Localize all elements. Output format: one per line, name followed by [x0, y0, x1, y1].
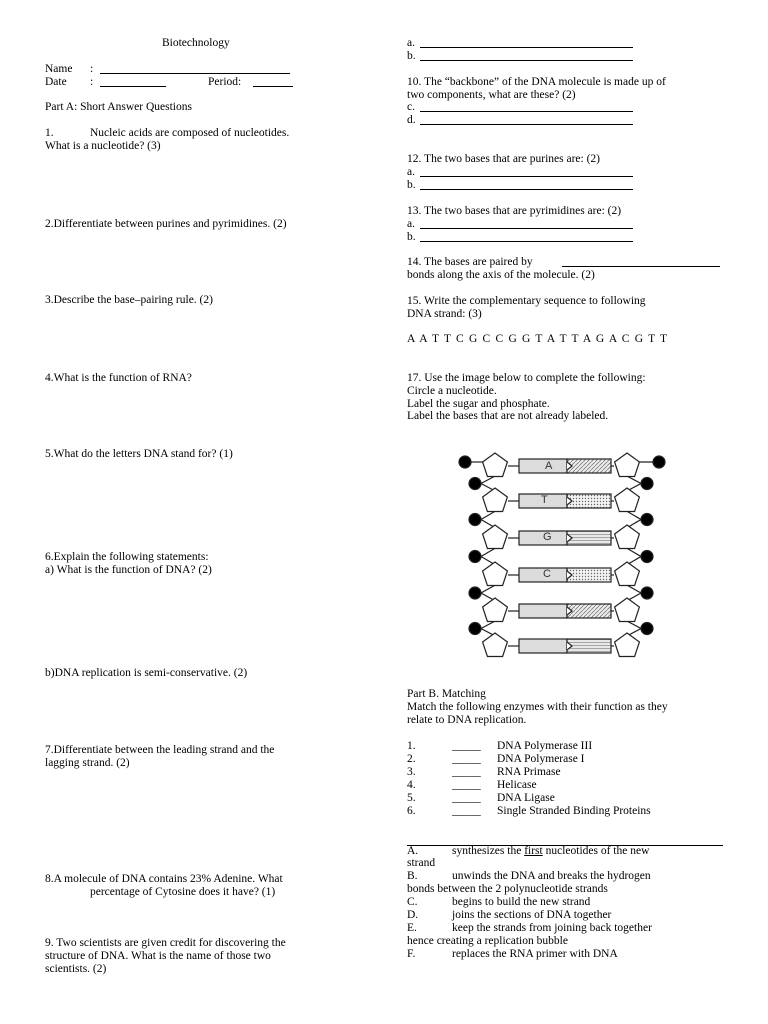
- matching-item-number: 1.: [407, 740, 416, 752]
- matching-item-answer-blank[interactable]: _____: [452, 792, 481, 804]
- answer-e-text: keep the strands from joining back together: [452, 922, 652, 934]
- q7-text-line2: lagging strand. (2): [45, 757, 130, 769]
- matching-item-number: 2.: [407, 753, 416, 765]
- part-b-intro: Match the following enzymes with their function as they: [407, 701, 668, 713]
- sugar-right: [615, 562, 640, 586]
- q9-text-line2: structure of DNA. What is the name of those two: [45, 950, 271, 962]
- matching-item-enzyme: Single Stranded Binding Proteins: [497, 805, 651, 817]
- phosphate-right: [641, 551, 653, 563]
- q6-text: 6.Explain the following statements:: [45, 551, 209, 563]
- phosphate-right: [641, 587, 653, 599]
- q10-option-d-letter: d.: [407, 114, 416, 126]
- answer-a-text: synthesizes the first nucleotides of the new: [452, 845, 650, 857]
- q10-text: 10. The “backbone” of the DNA molecule is made up of: [407, 76, 666, 88]
- q15-text: 15. Write the complementary sequence to following: [407, 295, 646, 307]
- matching-item-answer-blank[interactable]: _____: [452, 740, 481, 752]
- base-right: [567, 531, 611, 545]
- sugar-left: [483, 525, 508, 549]
- q12-answer-a[interactable]: [420, 166, 633, 177]
- base-left: [519, 604, 567, 618]
- name-colon: :: [90, 63, 94, 75]
- q1-number: 1.: [45, 127, 54, 139]
- matching-item-enzyme: DNA Polymerase I: [497, 753, 585, 765]
- q10-option-c-letter: c.: [407, 101, 415, 113]
- answer-e-letter: E.: [407, 922, 417, 934]
- name-field[interactable]: [100, 63, 290, 74]
- base-right: [567, 604, 611, 618]
- part-b-intro-line2: relate to DNA replication.: [407, 714, 527, 726]
- dna-sequence: A A T T C G C C G G T A T T A G A C G T T: [407, 333, 669, 345]
- sugar-left: [483, 453, 508, 477]
- base-label-c: C: [543, 568, 551, 580]
- matching-item-answer-blank[interactable]: _____: [452, 805, 481, 817]
- page-title: Biotechnology: [162, 37, 230, 49]
- sugar-right: [615, 453, 640, 477]
- answer-c-letter: C.: [407, 896, 418, 908]
- sugar-left: [483, 598, 508, 622]
- matching-item-enzyme: RNA Primase: [497, 766, 561, 778]
- base-right: [567, 568, 611, 582]
- q10-answer-d[interactable]: [420, 114, 633, 125]
- sugar-left: [483, 488, 508, 512]
- answer-d-letter: D.: [407, 909, 419, 921]
- matching-item-number: 6.: [407, 805, 416, 817]
- dna-ladder-diagram: [455, 434, 675, 664]
- q12-answer-b[interactable]: [420, 179, 633, 190]
- phosphate-right: [641, 478, 653, 490]
- base-left: [519, 459, 567, 473]
- q13-option-a-letter: a.: [407, 218, 415, 230]
- q5-text: 5.What do the letters DNA stand for? (1): [45, 448, 233, 460]
- sugar-left: [483, 562, 508, 586]
- part-b-heading: Part B. Matching: [407, 688, 486, 700]
- phosphate-left: [469, 478, 481, 490]
- q17-instruction-circle: Circle a nucleotide.: [407, 385, 497, 397]
- q6b-text: b)DNA replication is semi-conservative. (2): [45, 667, 248, 679]
- q14-text: 14. The bases are paired by: [407, 256, 533, 268]
- sugar-right: [615, 488, 640, 512]
- period-field[interactable]: [253, 76, 293, 87]
- base-left: [519, 639, 567, 653]
- date-colon: :: [90, 76, 94, 88]
- answer-a-letter: A.: [407, 845, 419, 857]
- matching-item-enzyme: Helicase: [497, 779, 537, 791]
- part-a-heading: Part A: Short Answer Questions: [45, 101, 192, 113]
- q14-text-line2: bonds along the axis of the molecule. (2): [407, 269, 595, 281]
- q12-text: 12. The two bases that are purines are: (2): [407, 153, 600, 165]
- base-label-t: T: [541, 494, 548, 506]
- q13-answer-b[interactable]: [420, 231, 633, 242]
- base-label-a: A: [545, 460, 553, 472]
- answer-a-text-line2: strand: [407, 857, 436, 869]
- matching-item-enzyme: DNA Ligase: [497, 792, 555, 804]
- q17-text: 17. Use the image below to complete the following:: [407, 372, 646, 384]
- q1-text: Nucleic acids are composed of nucleotides.: [90, 127, 290, 139]
- answer-c-text: begins to build the new strand: [452, 896, 591, 908]
- matching-item-answer-blank[interactable]: _____: [452, 753, 481, 765]
- date-label: Date: [45, 76, 67, 88]
- phosphate-left: [469, 551, 481, 563]
- q17-instruction-label-bases: Label the bases that are not already labeled.: [407, 410, 609, 422]
- q9-text: 9. Two scientists are given credit for discovering the: [45, 937, 286, 949]
- sugar-left: [483, 633, 508, 657]
- base-right: [567, 494, 611, 508]
- phosphate-right: [653, 456, 665, 468]
- q6a-text: a) What is the function of DNA? (2): [45, 564, 212, 576]
- q15-text-line2: DNA strand: (3): [407, 308, 482, 320]
- date-field[interactable]: [100, 76, 166, 87]
- q7-text: 7.Differentiate between the leading strand and the: [45, 744, 275, 756]
- sugar-right: [615, 525, 640, 549]
- matching-item-number: 3.: [407, 766, 416, 778]
- matching-item-number: 4.: [407, 779, 416, 791]
- q10-answer-c[interactable]: [420, 101, 633, 112]
- matching-item-answer-blank[interactable]: _____: [452, 779, 481, 791]
- q13-text: 13. The two bases that are pyrimidines are: (2): [407, 205, 622, 217]
- q8-text-line2: percentage of Cytosine does it have? (1): [90, 886, 276, 898]
- name-label: Name: [45, 63, 73, 75]
- q11-option-a-letter: a.: [407, 37, 415, 49]
- q12-option-b-letter: b.: [407, 179, 416, 191]
- q4-text: 4.What is the function of RNA?: [45, 372, 192, 384]
- matching-item-enzyme: DNA Polymerase III: [497, 740, 593, 752]
- base-right: [567, 459, 611, 473]
- matching-item-number: 5.: [407, 792, 416, 804]
- q11-answer-b[interactable]: [420, 50, 633, 61]
- q13-answer-a[interactable]: [420, 218, 633, 229]
- q10-text-line2: two components, what are these? (2): [407, 89, 576, 101]
- base-label-g: G: [543, 531, 552, 543]
- q12-option-a-letter: a.: [407, 166, 415, 178]
- q1-text-line2: What is a nucleotide? (3): [45, 140, 161, 152]
- phosphate-left: [469, 623, 481, 635]
- sugar-right: [615, 598, 640, 622]
- answer-e-text-line2: hence creating a replication bubble: [407, 935, 568, 947]
- q14-answer[interactable]: [562, 256, 720, 267]
- q2-text: 2.Differentiate between purines and pyrimidines. (2): [45, 218, 287, 230]
- answer-d-text: joins the sections of DNA together: [452, 909, 612, 921]
- q13-option-b-letter: b.: [407, 231, 416, 243]
- answer-f-letter: F.: [407, 948, 416, 960]
- period-label: Period:: [208, 76, 242, 88]
- q9-text-line3: scientists. (2): [45, 963, 107, 975]
- answer-b-letter: B.: [407, 870, 418, 882]
- q3-text: 3.Describe the base–pairing rule. (2): [45, 294, 213, 306]
- phosphate-right: [641, 514, 653, 526]
- base-right: [567, 639, 611, 653]
- phosphate-left: [459, 456, 471, 468]
- q11-option-b-letter: b.: [407, 50, 416, 62]
- q11-answer-a[interactable]: [420, 37, 633, 48]
- answer-f-text: replaces the RNA primer with DNA: [452, 948, 618, 960]
- phosphate-right: [641, 623, 653, 635]
- answer-b-text-line2: bonds between the 2 polynucleotide strands: [407, 883, 608, 895]
- matching-item-answer-blank[interactable]: _____: [452, 766, 481, 778]
- phosphate-left: [469, 587, 481, 599]
- q8-text: 8.A molecule of DNA contains 23% Adenine. What: [45, 873, 283, 885]
- phosphate-left: [469, 514, 481, 526]
- answer-b-text: unwinds the DNA and breaks the hydrogen: [452, 870, 651, 882]
- sugar-right: [615, 633, 640, 657]
- q17-instruction-label-sugar: Label the sugar and phosphate.: [407, 398, 550, 410]
